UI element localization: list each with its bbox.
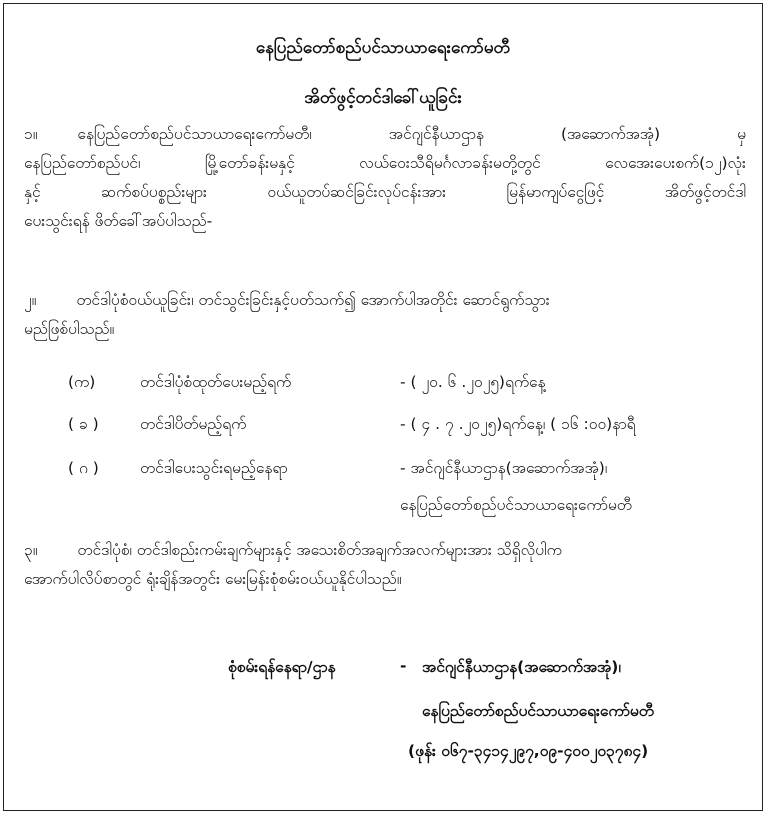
paragraph-3-line: တင်ဒါပုံစံ၊ တင်ဒါစည်းကမ်းချက်များနှင့် အသေးစိတ်အချက်အလက်များအား သိရှိလိုပါက (77, 541, 562, 559)
contact-phone: (ဖုန်း ၀၆၇-၃၄၁၄၂၉၇,၀၉-၄၀၀၂၀၃၇၈၄) (408, 742, 649, 760)
paragraph-2-line: မည်ဖြစ်ပါသည်။ (24, 320, 115, 338)
item-c-value-line2: နေပြည်တော်စည်ပင်သာယာရေးကော်မတီ (400, 496, 632, 514)
contact-dash: - (400, 657, 407, 675)
paragraph-3-number: ၃။ (24, 541, 38, 559)
item-c-value: - အင်ဂျင်နီယာဌာန(အဆောက်အအုံ)၊ (400, 459, 608, 477)
contact-department: အင်ဂျင်နီယာဌာန(အဆောက်အအုံ)၊ (422, 658, 621, 676)
document-subtitle: အိတ်ဖွင့်တင်ဒါခေါ်ယူခြင်း (304, 88, 462, 108)
paragraph-1-line: နေပြည်တော်စည်ပင်သာယာရေးကော်မတီ၊ အင်ဂျင်နီယာဌာန (အဆောက်အအုံ) မှ (77, 125, 746, 143)
paragraph-1-line: ပေးသွင်းရန် ဖိတ်ခေါ်အပ်ပါသည်- (24, 212, 213, 230)
item-b-value: - ( ၄ . ၇ .၂၀၂၅)ရက်နေ့၊ ( ၁၆ :၀၀)နာရီ (400, 415, 636, 433)
item-a-mark: (က) (68, 373, 96, 391)
paragraph-1 (24, 124, 746, 240)
paragraph-3-line: အောက်ပါလိပ်စာတွင် ရုံးချိန်အတွင်း မေးမြန်းစုံစမ်းဝယ်ယူနိုင်ပါသည်။ (24, 570, 402, 588)
item-c-label: တင်ဒါပေးသွင်းရမည့်နေရာ (140, 459, 288, 477)
paragraph-2-number: ၂။ (24, 291, 37, 309)
item-c-mark: ( ဂ ) (68, 459, 99, 477)
paragraph-1-number: ၁။ (24, 125, 38, 143)
item-a-value: - ( ၂၀. ၆ .၂၀၂၅)ရက်နေ့ (400, 373, 546, 391)
paragraph-1-line: နှင့် ဆက်စပ်ပစ္စည်းများ ဝယ်ယူတပ်ဆင်ခြင်းလုပ်ငန်းအား မြန်မာကျပ်ငွေဖြင့် အိတ်ဖွင့်တင်ဒါ (24, 183, 746, 201)
paragraph-2 (24, 290, 746, 348)
item-b-mark: ( ခ ) (68, 415, 99, 433)
contact-committee: နေပြည်တော်စည်ပင်သာယာရေးကော်မတီ (422, 702, 654, 720)
document-title: နေပြည်တော်စည်ပင်သာယာရေးကော်မတီ (255, 38, 511, 58)
item-b-label: တင်ဒါပိတ်မည့်ရက် (140, 415, 247, 433)
paragraph-3 (24, 540, 746, 598)
item-a-label: တင်ဒါပုံစံထုတ်ပေးမည့်ရက် (140, 373, 292, 391)
paragraph-1-line: နေပြည်တော်စည်ပင်၊ မြို့တော်ခန်းမနှင့် လယ်ဝေးသီရိမင်္ဂလာခန်းမတို့တွင် လေအေးပေးစက်(၁၂)လုံး (24, 154, 746, 172)
contact-label: စုံစမ်းရန်နေရာ/ဌာန (228, 658, 336, 676)
paragraph-2-line: တင်ဒါပုံစံဝယ်ယူခြင်း၊ တင်သွင်းခြင်းနှင့်ပတ်သက်၍ အောက်ပါအတိုင်း ဆောင်ရွက်သွား (76, 291, 550, 309)
